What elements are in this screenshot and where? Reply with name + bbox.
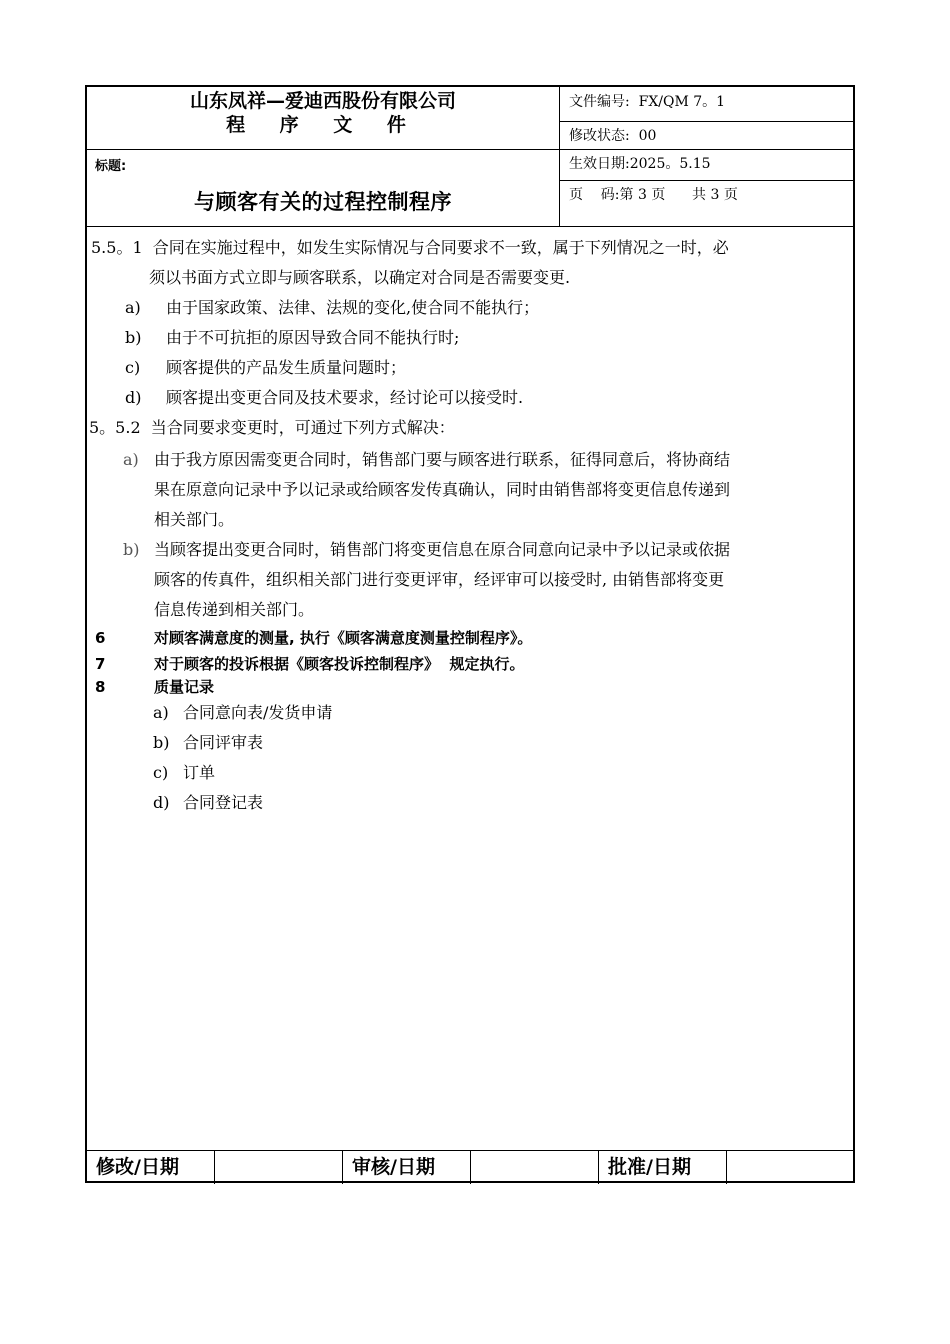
record-mark: c) [153, 763, 169, 782]
paragraph-line: 信息传递到相关部门。 [154, 600, 315, 619]
section-6-text: 对顾客满意度的测量, 执行《顾客满意度测量控制程序》。 [154, 629, 533, 647]
list-item-mark: b) [125, 328, 142, 347]
record-mark: d) [153, 793, 170, 812]
list-item: 由于不可抗拒的原因导致合同不能执行时; [166, 328, 460, 347]
list-item-mark: a) [123, 450, 139, 469]
document-title: 与顾客有关的过程控制程序 [194, 190, 452, 214]
paragraph-line: 当顾客提出变更合同时，销售部门将变更信息在原合同意向记录中予以记录或依据 [154, 540, 731, 559]
section-6-number: 6 [95, 629, 106, 647]
file-number: 文件编号: FX/QM 7。1 [569, 94, 726, 110]
section-8-number: 8 [95, 678, 106, 696]
section-5-5-1-line-1: 5.5。1 合同在实施过程中，如发生实际情况与合同要求不一致，属于下列情况之一时，必 [91, 238, 729, 257]
list-item-mark: b) [123, 540, 140, 559]
revise-date-label: 修改/日期 [87, 1151, 215, 1184]
record-item: 合同评审表 [183, 733, 264, 752]
record-mark: b) [153, 733, 170, 752]
list-item: 顾客提供的产品发生质量问题时； [166, 358, 407, 377]
list-item-mark: a) [125, 298, 141, 317]
section-7-number: 7 [95, 655, 106, 673]
revision-status: 修改状态: 00 [569, 128, 657, 144]
effective-date: 生效日期:2025。5.15 [569, 156, 711, 172]
page-number: 页 码:第 3 页 共 3 页 [569, 187, 738, 203]
paragraph-line: 顾客的传真件，组织相关部门进行变更评审，经评审可以接受时, 由销售部将变更 [154, 570, 725, 589]
approve-date-field [727, 1151, 853, 1184]
record-item: 订单 [183, 763, 216, 782]
revise-date-field [215, 1151, 343, 1184]
document-type: 程 序 文 件 [226, 114, 420, 136]
review-date-label: 审核/日期 [343, 1151, 471, 1184]
paragraph-line: 相关部门。 [154, 510, 235, 529]
approve-date-label: 批准/日期 [599, 1151, 727, 1184]
signature-footer [87, 1150, 853, 1184]
list-item: 顾客提出变更合同及技术要求，经讨论可以接受时. [166, 388, 524, 407]
title-label: 标题: [95, 159, 127, 174]
record-item: 合同意向表/发货申请 [183, 703, 333, 722]
document-header [87, 87, 853, 227]
paragraph-line: 由于我方原因需变更合同时，销售部门要与顾客进行联系，征得同意后，将协商结 [154, 450, 731, 469]
record-item: 合同登记表 [183, 793, 264, 812]
list-item: 由于国家政策、法律、法规的变化,使合同不能执行； [166, 298, 540, 317]
record-mark: a) [153, 703, 169, 722]
list-item-mark: c) [125, 358, 141, 377]
section-7-text: 对于顾客的投诉根据《顾客投诉控制程序》 规定执行。 [154, 655, 525, 673]
paragraph-line: 果在原意向记录中予以记录或给顾客发传真确认，同时由销售部将变更信息传递到 [154, 480, 731, 499]
company-name: 山东凤祥—爱迪西股份有限公司 [189, 90, 456, 112]
section-5-5-1-line-2: 须以书面方式立即与顾客联系，以确定对合同是否需要变更. [149, 268, 571, 287]
section-8-heading: 质量记录 [154, 678, 215, 696]
document-frame [85, 85, 855, 1183]
section-5-5-2: 5。5.2 当合同要求变更时，可通过下列方式解决： [89, 418, 455, 437]
list-item-mark: d) [125, 388, 142, 407]
review-date-field [471, 1151, 599, 1184]
